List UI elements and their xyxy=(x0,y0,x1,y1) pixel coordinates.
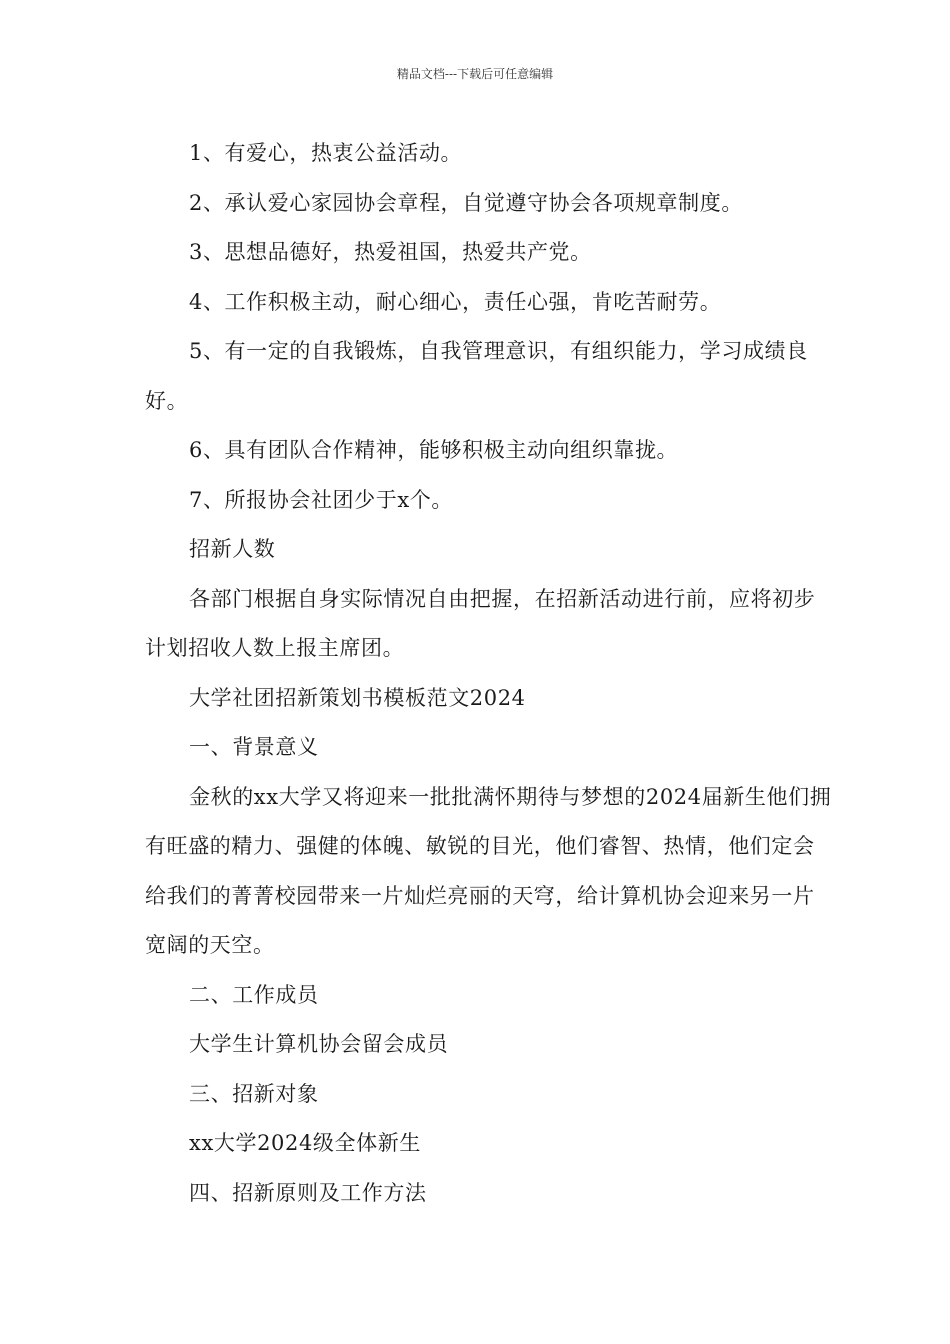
paragraph-target: xx大学2024级全体新生 xyxy=(189,1131,421,1155)
list-item-7: 7、所报协会社团少于x个。 xyxy=(189,487,454,512)
section-heading-recruit-count: 招新人数 xyxy=(189,537,276,561)
section-heading-members: 二、工作成员 xyxy=(189,982,319,1007)
list-item-5: 5、有一定的自我锻炼，自我管理意识，有组织能力，学习成绩良好。 xyxy=(145,339,808,413)
paragraph-recruit-count: 各部门根据自身实际情况自由把握，在招新活动进行前，应将初步计划招收人数上报主席团。 xyxy=(145,586,816,660)
section-heading-target: 三、招新对象 xyxy=(189,1081,319,1106)
paragraph-members: 大学生计算机协会留会成员 xyxy=(189,1032,449,1056)
list-item-3: 3、思想品德好，热爱祖国，热爱共产党。 xyxy=(189,240,592,264)
section-heading-background: 一、背景意义 xyxy=(189,735,319,759)
list-item-6: 6、具有团队合作精神，能够积极主动向组织靠拢。 xyxy=(189,438,679,462)
list-item-2: 2、承认爱心家园协会章程，自觉遵守协会各项规章制度。 xyxy=(189,190,743,215)
page-header: 精品文档---下载后可任意编辑 xyxy=(396,67,554,81)
document-title: 大学社团招新策划书模板范文2024 xyxy=(189,685,526,710)
paragraph-background: 金秋的xx大学又将迎来一批批满怀期待与梦想的2024届新生他们拥有旺盛的精力、强健的体魄、敏锐的目光，他们睿智、热情，他们定会给我们的菁菁校园带来一片灿烂亮丽的天穹，给计算机协会迎来另一片宽阔的天空。 xyxy=(145,784,832,957)
list-item-1: 1、有爱心，热衷公益活动。 xyxy=(189,141,463,165)
document-body xyxy=(145,129,835,1218)
section-heading-principles: 四、招新原则及工作方法 xyxy=(189,1180,427,1205)
list-item-4: 4、工作积极主动，耐心细心，责任心强，肯吃苦耐劳。 xyxy=(189,289,722,314)
